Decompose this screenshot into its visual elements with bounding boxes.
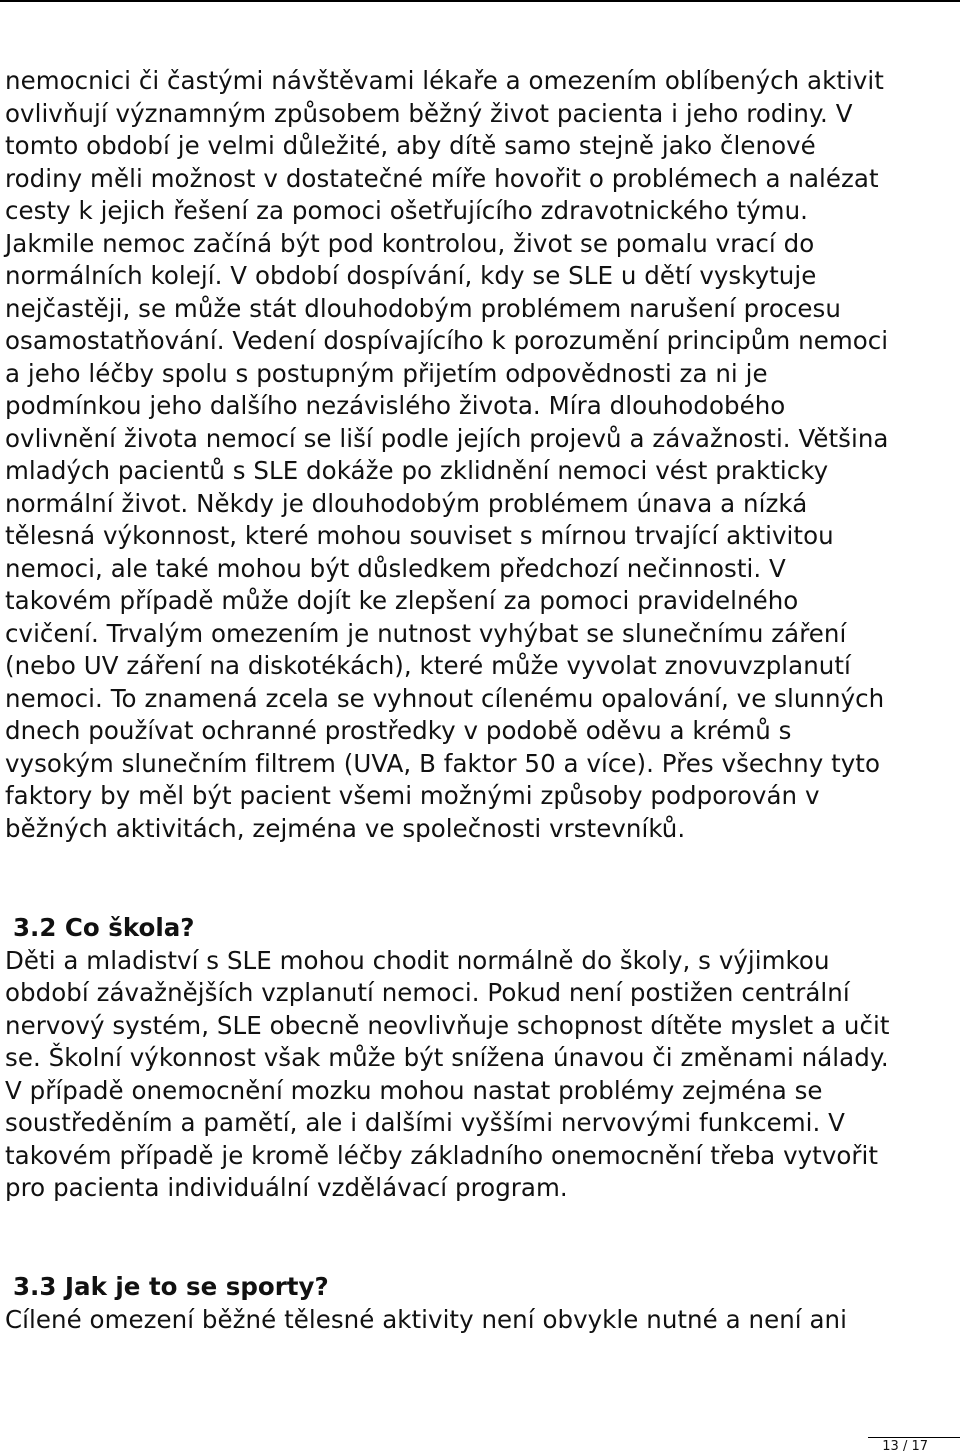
body-line: osamostatňování. Vedení dospívajícího k porozumění principům nemoci	[5, 326, 889, 355]
body-line: tomto období je velmi důležité, aby dítě samo stejně jako členové	[5, 131, 816, 160]
section-line: Cílené omezení běžné tělesné aktivity není obvykle nutné a není ani	[5, 1304, 847, 1334]
body-line: tělesná výkonnost, které mohou souviset s mírnou trvající aktivitou	[5, 521, 834, 550]
section-line: soustředěním a pamětí, ale i dalšími vyššími nervovými funkcemi. V	[5, 1108, 845, 1137]
body-line: cesty k jejich řešení za pomoci ošetřujícího zdravotnického týmu.	[5, 196, 809, 225]
body-line: cvičení. Trvalým omezením je nutnost vyhýbat se slunečnímu záření	[5, 618, 847, 648]
body-line: běžných aktivitách, zejména ve společnosti vrstevníků.	[5, 813, 686, 843]
body-line: dnech používat ochranné prostředky v podobě oděvu a krémů s	[5, 716, 792, 745]
body-line: mladých pacientů s SLE dokáže po zklidnění nemoci vést prakticky	[5, 456, 829, 485]
body-line: takovém případě může dojít ke zlepšení za pomoci pravidelného	[5, 586, 799, 615]
section-line: nervový systém, SLE obecně neovlivňuje schopnost dítěte myslet a učit	[5, 1010, 890, 1040]
body-line: podmínkou jeho dalšího nezávislého života. Míra dlouhodobého	[5, 391, 786, 420]
section-heading-sports: 3.3 Jak je to se sporty?	[13, 1272, 329, 1301]
section-heading-school: 3.2 Co škola?	[13, 913, 195, 942]
page-number: 13 / 17	[882, 1439, 928, 1454]
section-line: období závažnějších vzplanutí nemoci. Pokud není postižen centrální	[5, 978, 850, 1007]
body-line: rodiny měli možnost v dostatečné míře hovořit o problémech a nalézat	[5, 163, 879, 193]
body-line: a jeho léčby spolu s postupným přijetím odpovědnosti za ni je	[5, 358, 768, 388]
section-line: Děti a mladiství s SLE mohou chodit normálně do školy, s výjimkou	[5, 945, 830, 975]
body-line: nejčastěji, se může stát dlouhodobým problémem narušení procesu	[5, 293, 841, 323]
section-line: takovém případě je kromě léčby základního onemocnění třeba vytvořit	[5, 1140, 879, 1170]
body-line: normální život. Někdy je dlouhodobým problémem únava a nízká	[5, 488, 808, 518]
section-line: pro pacienta individuální vzdělávací program.	[5, 1173, 568, 1202]
top-rule	[0, 0, 960, 2]
body-line: vysokým slunečním filtrem (UVA, B faktor 50 a více). Přes všechny tyto	[5, 748, 880, 778]
body-line: normálních kolejí. V období dospívání, kdy se SLE u dětí vyskytuje	[5, 261, 817, 290]
body-line: Jakmile nemoc začíná být pod kontrolou, život se pomalu vrací do	[5, 228, 815, 258]
body-line: nemoci. To znamená zcela se vyhnout cílenému opalování, ve slunných	[5, 683, 885, 713]
body-line: nemocnici či častými návštěvami lékaře a omezením oblíbených aktivit	[5, 66, 884, 95]
body-line: nemoci, ale také mohou být důsledkem předchozí nečinnosti. V	[5, 553, 786, 583]
footer-rule	[868, 1437, 960, 1438]
body-line: ovlivnění života nemocí se liší podle jejích projevů a závažnosti. Většina	[5, 423, 889, 453]
body-line: (nebo UV záření na diskotékách), které může vyvolat znovuvzplanutí	[5, 651, 851, 680]
body-line: faktory by měl být pacient všemi možnými způsoby podporován v	[5, 781, 820, 810]
body-line: ovlivňují významným způsobem běžný život pacienta i jeho rodiny. V	[5, 98, 853, 128]
section-line: se. Školní výkonnost však může být snížena únavou či změnami nálady.	[5, 1043, 889, 1072]
section-line: V případě onemocnění mozku mohou nastat problémy zejména se	[5, 1075, 823, 1105]
